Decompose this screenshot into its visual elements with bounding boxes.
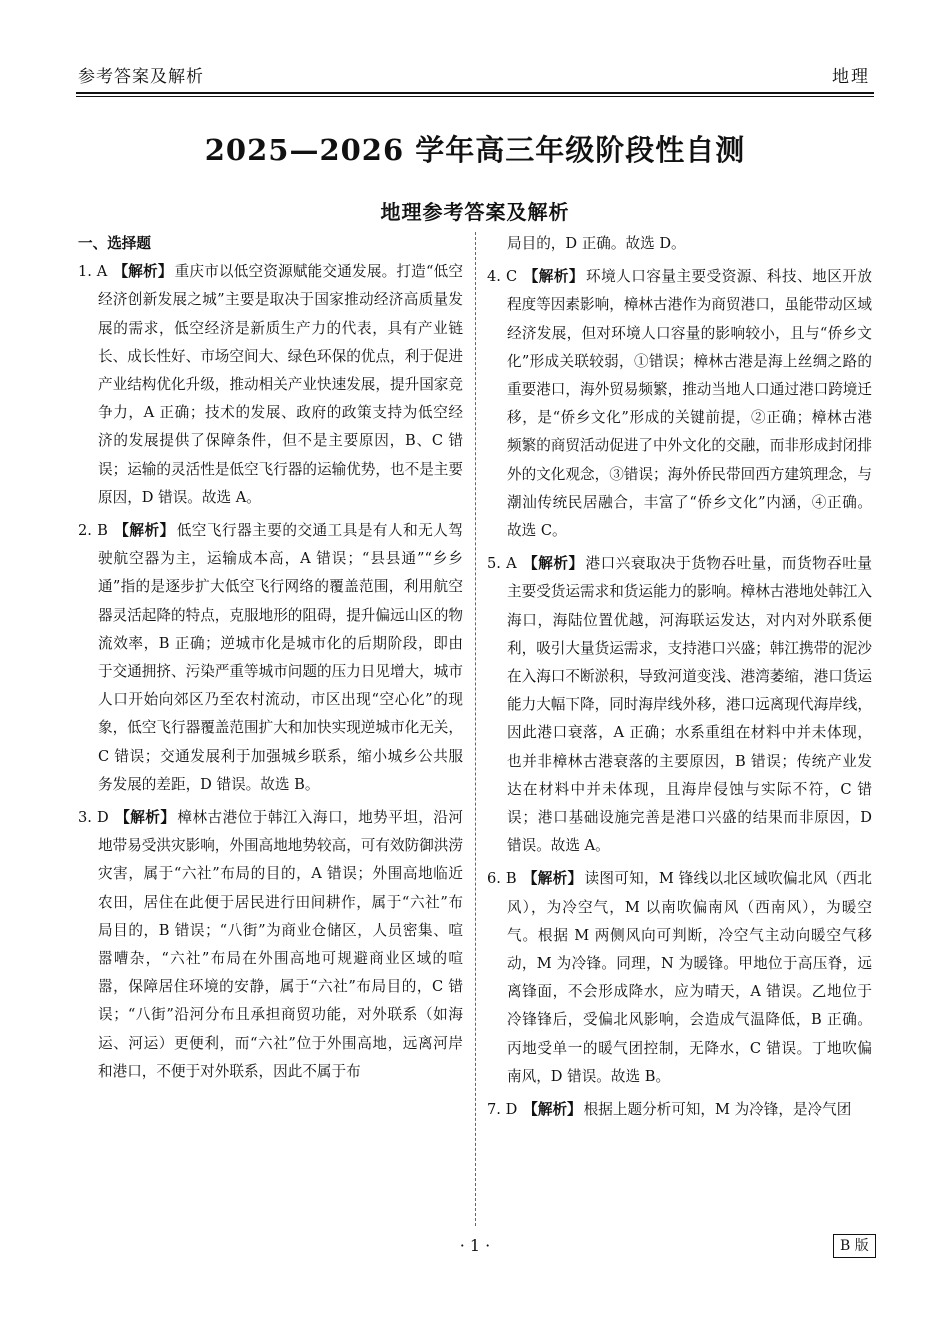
question-text: 环境人口容量主要受资源、科技、地区开放程度等因素影响，樟林古港作为商贸港口，虽能带动区域经济发展，但对环境人口容量的影响较小，且与“侨乡文化”形成关联较弱，①错误；樟林古港是海上丝绸之路的重要港口，海外贸易频繁，推动当地人口通过港口跨境迁移，是“侨乡文化”形成的关键前提，②正确；樟林古港频繁的商贸活动促进了中外文化的交融，而非形成封闭排外的文化观念，③错误；海外侨民带回西方建筑理念，与潮汕传统民居融合，丰富了“侨乡文化”内涵，④正确。故选 C。 <box>507 268 872 540</box>
page-number: · 1 · <box>459 1236 491 1255</box>
question-number: 6. B <box>487 870 517 888</box>
analysis-tag: 【解析】 <box>114 809 176 827</box>
question-text: 港口兴衰取决于货物吞吐量，而货物吞吐量主要受货运需求和货运能力的影响。樟林古港地处韩江入海口，海陆位置优越，河海联运发达，对内对外联系便利，吸引大量货运需求，支持港口兴盛；韩江携带的泥沙在入海口不断淤积，导致河道变浅、港湾萎缩，港口货运能力大幅下降，同时海岸线外移，港口远离现代海岸线，因此港口衰落，A 正确；水系重组在材料中并未体现，也并非樟林古港衰落的主要原因，B 错误；传统产业发达在材料中并未体现，且海岸侵蚀与实际不符，C 错误；港口基础设施完善是港口兴盛的结果而非原因，D 错误。故选 A。 <box>507 555 872 855</box>
question-3-continuation: 局目的，D 正确。故选 D。 <box>507 235 686 252</box>
question-number: 4. C <box>487 268 518 286</box>
question-4 <box>487 263 872 545</box>
question-number: 1. A <box>78 263 108 281</box>
question-number: 3. D <box>78 809 109 827</box>
page-subtitle: 地理参考答案及解析 <box>380 200 570 224</box>
version-badge: B 版 <box>833 1234 876 1258</box>
question-7 <box>487 1096 872 1124</box>
question-text: 根据上题分析可知，M 为冷锋，是冷气团 <box>583 1101 852 1119</box>
running-header <box>76 60 874 90</box>
section-heading: 一、选择题 <box>78 235 151 252</box>
question-number: 2. B <box>78 522 108 540</box>
header-rule-thin <box>76 96 874 97</box>
question-text: 低空飞行器主要的交通工具是有人和无人驾驶航空器为主，运输成本高，A 错误；“县县通”“乡乡通”指的是逐步扩大低空飞行网络的覆盖范围，利用航空器灵活起降的特点，克服地形的阻碍，提升偏远山区的物流效率，B 正确；逆城市化是城市化的后期阶段，即由于交通拥挤、污染严重等城市问题的压力日见增大，城市人口开始向郊区乃至农村流动，市区出现“空心化”的现象，低空飞行器覆盖范围扩大和加快实现逆城市化无关，C 错误；交通发展利于加强城乡联系，缩小城乡公共服务发展的差距，D 错误。故选 B。 <box>98 522 463 793</box>
question-1 <box>78 258 463 512</box>
header-rule-thick <box>76 92 874 94</box>
column-divider <box>475 232 476 1226</box>
question-text: 重庆市以低空资源赋能交通发展。打造“低空经济创新发展之城”主要是取决于国家推动经济高质量发展的需求，低空经济是新质生产力的代表，具有产业链长、成长性好、市场空间大、绿色环保的优点，利于促进产业结构优化升级，推动相关产业快速发展，提升国家竞争力，A 正确；技术的发展、政府的政策支持为低空经济的发展提供了保障条件，但不是主要原因，B、C 错误；运输的灵活性是低空飞行器的运输优势，也不是主要原因，D 错误。故选 A。 <box>98 263 463 506</box>
analysis-tag: 【解析】 <box>522 555 584 573</box>
question-2 <box>78 517 463 799</box>
question-text: 樟林古港位于韩江入海口，地势平坦，沿河地带易受洪灾影响，外围高地地势较高，可有效防御洪涝灾害，属于“六社”布局的目的，A 错误；外围高地临近农田，居住在此便于居民进行田间耕作，属于“六社”布局目的，B 错误；“八街”为商业仓储区，人员密集、喧嚣嘈杂，“六社”布局在外围高地可规避商业区域的喧嚣，保障居住环境的安静，属于“六社”布局目的，C 错误；“八街”沿河分布且承担商贸功能，对外联系（如海运、河运）更便利，而“六社”位于外围高地，远离河岸和港口，不便于对外联系，因此不属于布 <box>98 809 463 1080</box>
right-column <box>487 230 872 1129</box>
left-column <box>78 230 463 1091</box>
question-5 <box>487 550 872 860</box>
header-right: 地理 <box>832 67 870 87</box>
analysis-tag: 【解析】 <box>113 263 173 281</box>
page-title: 2025—2026 学年高三年级阶段性自测 <box>204 133 746 167</box>
analysis-tag: 【解析】 <box>113 522 175 540</box>
analysis-tag: 【解析】 <box>523 268 585 286</box>
question-number: 5. A <box>487 555 517 573</box>
analysis-tag: 【解析】 <box>523 1101 582 1119</box>
question-text: 读图可知，M 锋线以北区域吹偏北风（西北风），为冷空气，M 以南吹偏南风（西南风），为暖空气。根据 M 两侧风向可判断，冷空气主动向暖空气移动，M 为冷锋。同理，N 为暖锋。甲地位于高压脊，远离锋面，不会形成降水，应为晴天，A 错误。乙地位于冷锋锋后，受偏北风影响，会造成气温降低，B 正确。丙地受单一的暖气团控制，无降水，C 错误。丁地吹偏南风，D 错误。故选 B。 <box>507 870 872 1085</box>
question-3 <box>78 804 463 1086</box>
question-6 <box>487 865 872 1091</box>
analysis-tag: 【解析】 <box>522 870 583 888</box>
header-left: 参考答案及解析 <box>78 67 204 87</box>
question-number: 7. D <box>487 1101 518 1119</box>
